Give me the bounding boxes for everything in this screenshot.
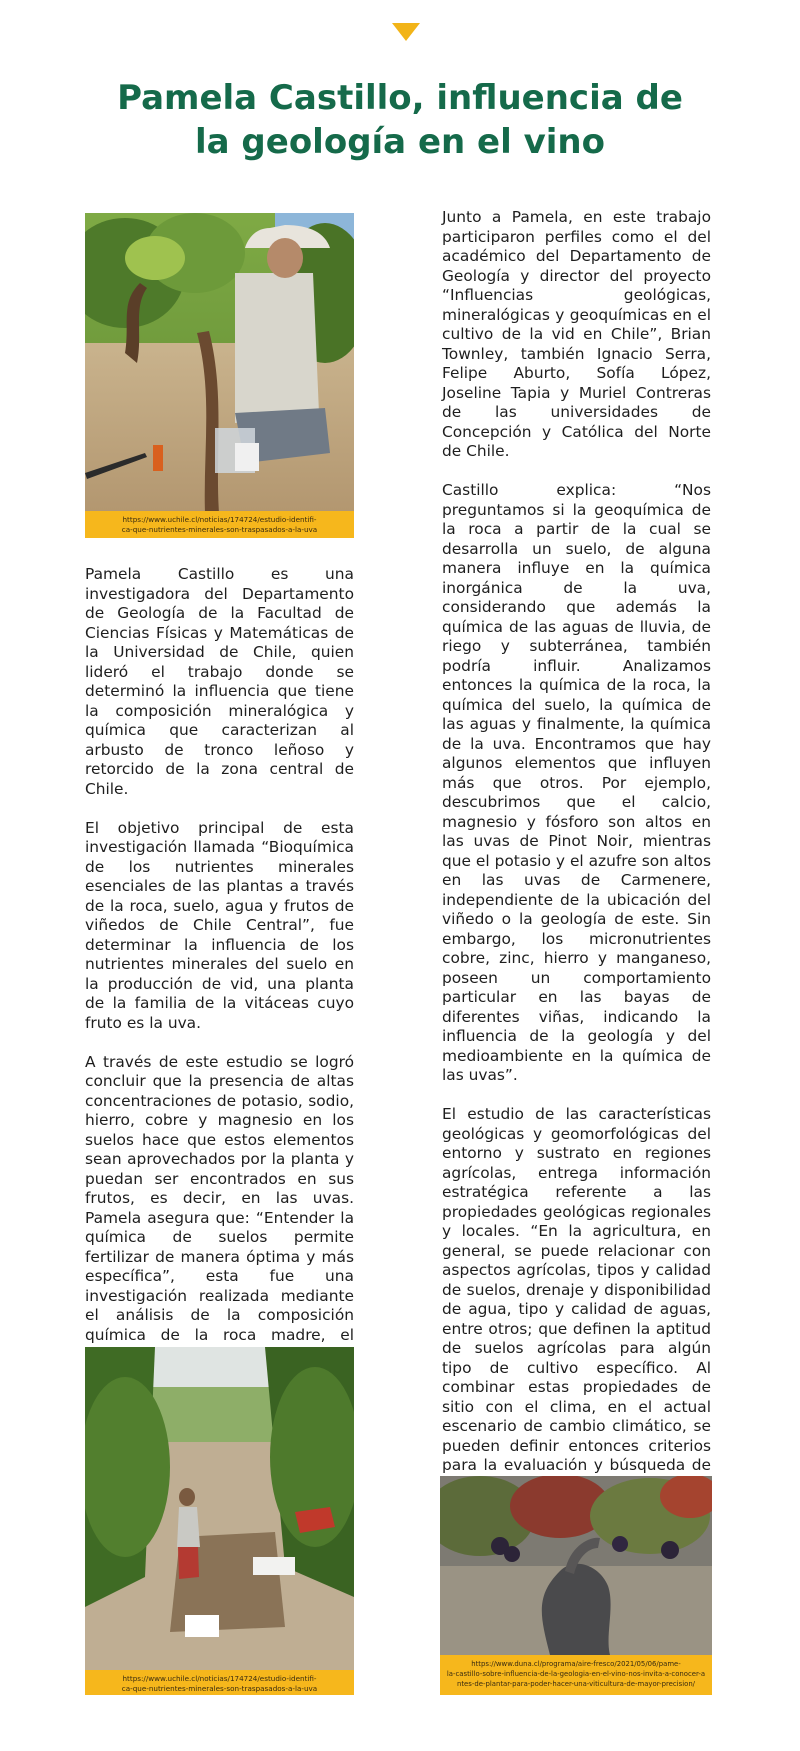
photo-caption-2 bbox=[85, 1670, 354, 1695]
left-paragraph-1: Pamela Castillo es una investigadora del Departamento de Geología de la Facultad de Ciencias Físicas y Matemáticas de la Universidad de Chile, quien lideró el trabajo donde se determinó la influencia que tiene la composición mineralógica y química que caracterizan al arbusto de tronco leñoso y retorcido de la zona central de Chile. bbox=[85, 565, 354, 798]
left-paragraph-3: A través de este estudio se logró concluir que la presencia de altas concentraciones de potasio, sodio, hierro, cobre y magnesio en los suelos hace que estos elementos sean aprovechados por la planta y puedan ser encontrados en sus frutos, es decir, en las uvas. Pamela asegura que: “Entender la química de suelos permite fertilizar de manera óptima y más específica”, esta fue una investigación realizada mediante el análisis de la composición química de la roca madre, el bbox=[85, 1052, 354, 1344]
page-title bbox=[100, 76, 700, 164]
photo-researcher-vine bbox=[85, 213, 354, 511]
left-paragraph-2: El objetivo principal de esta investigación llamada “Bioquímica de los nutrientes minerales esenciales de las plantas a través de la roca, suelo, agua y frutos de viñedos de Chile Central”, fue determinar la influencia de los nutrientes minerales del suelo en la producción de vid, una planta de la familia de la vitáceas cuyo fruto es la uva. bbox=[85, 818, 354, 1032]
vine-trunk-photo-illustration bbox=[440, 1476, 712, 1655]
caption-3-line-2: la-castillo-sobre-influencia-de-la-geologia-en-el-vino-nos-invita-a-conocer-a bbox=[446, 1670, 706, 1678]
title-line-1: Pamela Castillo, influencia de bbox=[117, 78, 683, 118]
caption-1-line-1: https://www.uchile.cl/noticias/174724/estudio-identifi- bbox=[122, 515, 317, 524]
right-paragraph-1: Junto a Pamela, en este trabajo participaron perfiles como el del académico del Departamento de Geología y director del proyecto “Influencias geológicas, mineralógicas y geoquímicas en el cultivo de la vid en Chile”, Brian Townley, también Ignacio Serra, Felipe Aburto, Sofía López, Joseline Tapia y Muriel Contreras de las universidades de Concepción y Católica del Norte de Chile. bbox=[442, 208, 711, 460]
caption-3-line-1: https://www.duna.cl/programa/aire-fresco/2021/05/06/pame- bbox=[471, 1660, 681, 1668]
caption-2-line-1: https://www.uchile.cl/noticias/174724/estudio-identifi- bbox=[122, 1674, 317, 1683]
vineyard-photo-illustration bbox=[85, 213, 354, 511]
photo-vine-trunk bbox=[440, 1476, 712, 1655]
caption-1-line-2: ca-que-nutrientes-minerales-son-traspasados-a-la-uva bbox=[121, 525, 318, 534]
right-paragraph-3: El estudio de las características geológicas y geomorfológicas del entorno y sustrato en regiones agrícolas, entrega información estratégica referente a las propiedades geológicas regionales y locales. “En la agricultura, en general, se puede relacionar con aspectos agrícolas, tipos y calidad de suelos, drenaje y disponibilidad de agua, tipo y calidad de aguas, entre otros; que definen la aptitud de suelos agrícolas para algún tipo de cultivo específico. Al combinar estas propiedades de sitio con el clima, en el actual escenario de cambio climático, se pueden definir entonces criterios para la evaluación y búsqueda de bbox=[442, 1105, 711, 1474]
soil-pit-photo-illustration bbox=[85, 1347, 354, 1670]
right-paragraph-2: Castillo explica: “Nos preguntamos si la geoquímica de la roca a partir de la cual se desarrolla un suelo, de alguna manera influye en la química inorgánica de la uva, considerando que además la química de las aguas de lluvia, de riego y subterránea, también podría influir. Analizamos entonces la química de la roca, la química del suelo, la química de las aguas y finalmente, la química de la uva. Encontramos que hay algunos elementos que influyen más que otros. Por ejemplo, descubrimos que el calcio, magnesio y fósforo son altos en las uvas de Pinot Noir, mientras que el potasio y el azufre son altos en las uvas de Carmenere, independiente de la ubicación del viñedo o la geología de este. Sin embargo, los micronutrientes cobre, zinc, hierro y manganeso, poseen un comportamiento particular en las bayas de diferentes viñas, indicando la influencia de la geología y del medioambiente en la química de las uvas”. bbox=[442, 481, 711, 1084]
photo-caption-1 bbox=[85, 511, 354, 538]
caption-3-line-3: ntes-de-plantar-para-poder-hacer-una-viticultura-de-mayor-precision/ bbox=[456, 1680, 696, 1688]
photo-caption-3 bbox=[440, 1655, 712, 1695]
left-column-text bbox=[85, 565, 354, 1404]
triangle-marker-icon bbox=[392, 23, 420, 41]
title-line-2: la geología en el vino bbox=[194, 122, 605, 162]
right-column-text bbox=[442, 208, 711, 1593]
photo-soil-pit bbox=[85, 1347, 354, 1670]
caption-2-line-2: ca-que-nutrientes-minerales-son-traspasados-a-la-uva bbox=[121, 1684, 318, 1693]
